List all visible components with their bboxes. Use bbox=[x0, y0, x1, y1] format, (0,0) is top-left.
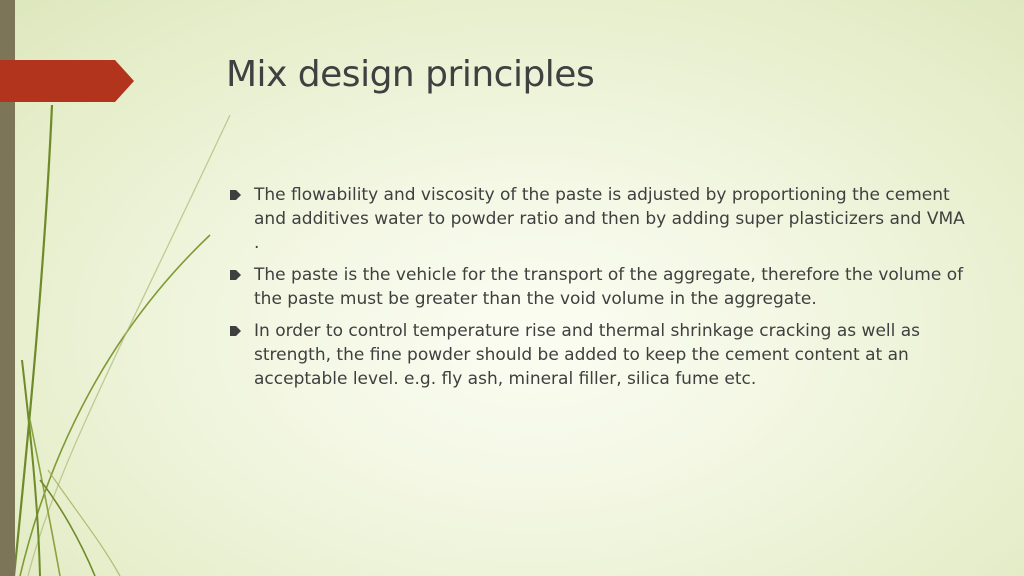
bullet-item bbox=[230, 319, 965, 391]
arrow-bullet-icon bbox=[230, 190, 241, 200]
bullet-item bbox=[230, 263, 965, 311]
bullet-list bbox=[230, 183, 965, 399]
slide-title: Mix design principles bbox=[226, 54, 595, 95]
arrow-bullet-icon bbox=[230, 326, 241, 336]
bullet-text: The flowability and viscosity of the paste is adjusted by proportioning the cement and additives water to powder ratio and then by adding super plasticizers and VMA . bbox=[254, 185, 965, 253]
arrow-bullet-icon bbox=[230, 270, 241, 280]
title-accent-tab bbox=[0, 0, 134, 576]
bullet-text: In order to control temperature rise and thermal shrinkage cracking as well as strength, the fine powder should be added to keep the cement content at an acceptable level. e.g. fly ash, mineral filler, silica fume etc. bbox=[254, 321, 921, 389]
bullet-item bbox=[230, 183, 965, 255]
bullet-text: The paste is the vehicle for the transport of the aggregate, therefore the volume of the paste must be greater than the void volume in the aggregate. bbox=[254, 265, 964, 309]
